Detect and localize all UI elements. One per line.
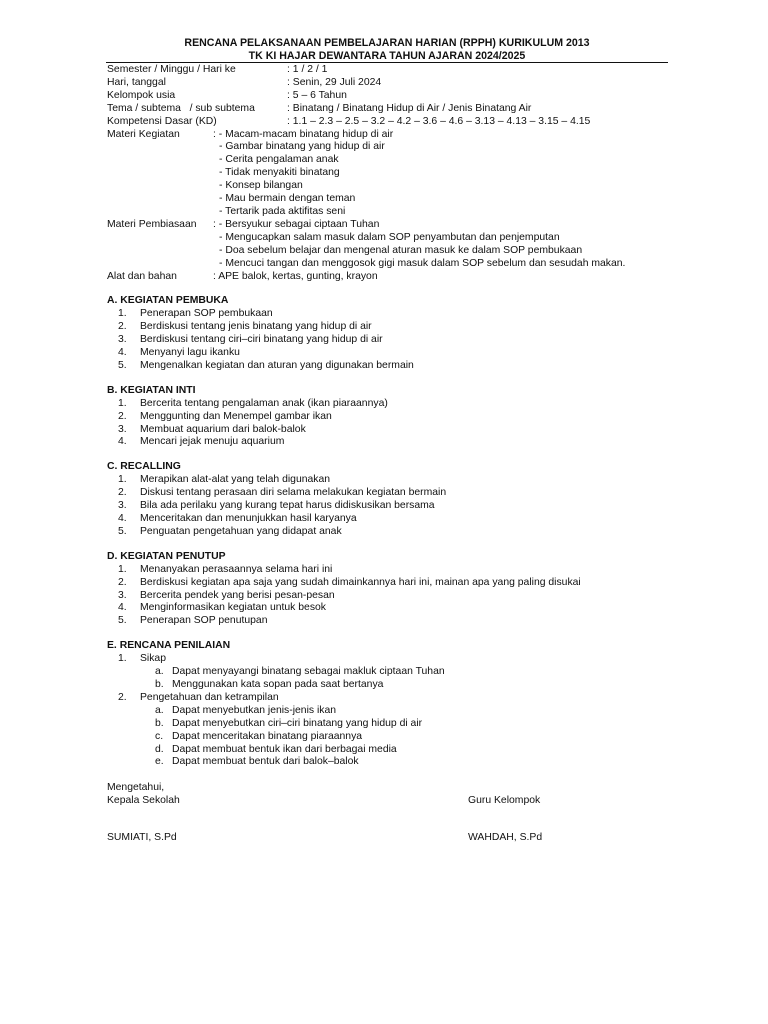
list-number: 3. xyxy=(118,334,127,346)
info-block xyxy=(107,64,677,129)
materi-kegiatan-item: - Mau bermain dengan teman xyxy=(219,193,356,205)
list-item xyxy=(118,334,677,347)
list-number: 4. xyxy=(118,347,127,359)
materi-kegiatan-item: - Cerita pengalaman anak xyxy=(219,154,339,166)
info-value: : 1 / 2 / 1 xyxy=(287,64,328,75)
list-text: Merapikan alat-alat yang telah digunakan xyxy=(140,474,331,486)
info-row-semester xyxy=(107,64,677,77)
materi-kegiatan-item: - Gambar binatang yang hidup di air xyxy=(219,141,385,153)
list-number: 1. xyxy=(118,474,127,486)
list-text: Menyanyi lagu ikanku xyxy=(140,347,240,359)
list-number: 4. xyxy=(118,602,127,614)
sub-list-text: Dapat menceritakan binatang piaraannya xyxy=(172,730,363,742)
list-number: 1. xyxy=(118,653,127,665)
section-a-list xyxy=(107,308,677,373)
list-item xyxy=(118,615,677,628)
materi-pembiasaan-item: - Doa sebelum belajar dan mengenal aturan masuk ke dalam SOP pembukaan xyxy=(219,244,583,256)
kepala-sekolah-name: SUMIATI, S.Pd xyxy=(107,832,177,843)
list-number: 3. xyxy=(118,500,127,512)
sub-list-letter: a. xyxy=(155,704,164,716)
info-value: : Binatang / Binatang Hidup di Air / Jenis Binatang Air xyxy=(287,102,532,114)
list-text: Penerapan SOP pembukaan xyxy=(140,308,273,320)
list-number: 4. xyxy=(118,436,127,448)
signature-block xyxy=(107,782,667,808)
materi-kegiatan-item: - Tertarik pada aktifitas seni xyxy=(219,205,346,217)
list-text: Penerapan SOP penutupan xyxy=(140,615,268,627)
sub-list-text: Dapat membuat bentuk ikan dari berbagai media xyxy=(172,743,397,755)
sub-list-item xyxy=(155,666,677,679)
guru-kelompok-name: WAHDAH, S.Pd xyxy=(468,832,543,843)
materi-kegiatan-item: : - Macam-macam binatang hidup di air xyxy=(213,128,394,140)
list-item xyxy=(118,347,677,360)
list-text: Menanyakan perasaannya selama hari ini xyxy=(140,563,333,575)
list-number: 2. xyxy=(118,410,127,422)
section-d-title: D. KEGIATAN PENUTUP xyxy=(107,550,226,562)
sub-list-letter: d. xyxy=(155,743,164,755)
list-item xyxy=(118,308,677,321)
materi-pembiasaan-label: Materi Pembiasaan xyxy=(107,218,197,230)
materi-pembiasaan-item: - Mengucapkan salam masuk dalam SOP penyambutan dan penjemputan xyxy=(219,231,560,243)
materi-pembiasaan-block xyxy=(107,219,677,271)
alat-bahan-row xyxy=(107,271,677,284)
sub-list-item xyxy=(155,744,677,757)
list-number: 5. xyxy=(118,615,127,627)
sub-list-letter: a. xyxy=(155,666,164,678)
list-item xyxy=(118,321,677,334)
section-e-list xyxy=(107,653,677,769)
list-item xyxy=(118,653,677,666)
info-label: Kelompok usia xyxy=(107,89,176,101)
title-line-2: TK KI HAJAR DEWANTARA TAHUN AJARAN 2024/2025 xyxy=(248,49,526,62)
list-item xyxy=(118,436,677,449)
section-a-title: A. KEGIATAN PEMBUKA xyxy=(107,295,229,307)
sub-list-letter: e. xyxy=(155,756,164,768)
list-item xyxy=(118,424,677,437)
list-text: Berdiskusi kegiatan apa saja yang sudah dimainkannya hari ini, mainan apa yang paling disukai xyxy=(140,576,581,588)
section-d-list xyxy=(107,564,677,629)
sub-list-letter: b. xyxy=(155,678,164,690)
list-text: Bercerita tentang pengalaman anak (ikan piaraannya) xyxy=(140,397,388,409)
title-line-1: RENCANA PELAKSANAAN PEMBELAJARAN HARIAN (RPPH) KURIKULUM 2013 xyxy=(184,37,590,49)
list-number: 5. xyxy=(118,359,127,371)
info-label: Semester / Minggu / Hari ke xyxy=(107,64,236,75)
list-number: 1. xyxy=(118,308,127,320)
list-number: 2. xyxy=(118,576,127,588)
sub-list-item xyxy=(155,679,677,692)
list-text: Menggunting dan Menempel gambar ikan xyxy=(140,410,332,422)
list-number: 1. xyxy=(118,397,127,409)
materi-kegiatan-label: Materi Kegiatan xyxy=(107,128,180,140)
materi-pembiasaan-item: : - Bersyukur sebagai ciptaan Tuhan xyxy=(213,218,380,230)
list-item xyxy=(118,577,677,590)
list-item xyxy=(118,500,677,513)
alat-bahan-value: : APE balok, kertas, gunting, krayon xyxy=(213,270,378,282)
sub-list-text: Menggunakan kata sopan pada saat bertanya xyxy=(172,678,384,690)
mengetahui-label: Mengetahui, xyxy=(107,782,165,793)
list-item xyxy=(118,487,677,500)
info-value: : 5 – 6 Tahun xyxy=(287,89,347,101)
info-label: Tema / subtema / sub subtema xyxy=(107,102,255,114)
sub-list-item xyxy=(155,718,677,731)
sub-list-item xyxy=(155,756,677,769)
document-body xyxy=(107,64,677,769)
list-text: Membuat aquarium dari balok-balok xyxy=(140,423,306,435)
materi-pembiasaan-row xyxy=(107,219,677,232)
list-item xyxy=(118,602,677,615)
list-number: 2. xyxy=(118,321,127,333)
list-item xyxy=(118,526,677,539)
list-text: Menginformasikan kegiatan untuk besok xyxy=(140,602,326,614)
sub-list xyxy=(118,705,677,770)
list-item xyxy=(118,692,677,705)
info-value: : Senin, 29 Juli 2024 xyxy=(287,76,382,88)
list-text: Menceritakan dan menunjukkan hasil karyanya xyxy=(140,513,357,524)
materi-kegiatan-row xyxy=(107,129,677,142)
list-text: Sikap xyxy=(140,653,166,665)
materi-kegiatan-item: - Tidak menyakiti binatang xyxy=(219,167,340,179)
section-b-list xyxy=(107,398,677,450)
list-text: Penguatan pengetahuan yang didapat anak xyxy=(140,525,342,537)
section-c-title: C. RECALLING xyxy=(107,461,181,473)
list-number: 1. xyxy=(118,563,127,575)
materi-pembiasaan-item: - Mencuci tangan dan menggosok gigi masuk dalam SOP sebelum dan sesudah makan. xyxy=(219,257,626,269)
list-number: 4. xyxy=(118,513,127,524)
info-label: Hari, tanggal xyxy=(107,76,166,88)
list-text: Bercerita pendek yang berisi pesan-pesan xyxy=(140,589,335,601)
info-row-usia xyxy=(107,90,677,103)
sub-list-letter: c. xyxy=(155,730,164,742)
section-e-title: E. RENCANA PENILAIAN xyxy=(107,640,231,652)
sub-list-item xyxy=(155,731,677,744)
sub-list xyxy=(118,666,677,692)
list-number: 5. xyxy=(118,525,127,537)
info-row-kd xyxy=(107,116,677,129)
list-item xyxy=(118,411,677,424)
list-text: Berdiskusi tentang ciri–ciri binatang yang hidup di air xyxy=(140,334,383,346)
sub-list-text: Dapat menyebutkan ciri–ciri binatang yang hidup di air xyxy=(172,717,423,729)
info-label: Kompetensi Dasar (KD) xyxy=(107,115,217,127)
sub-list-letter: b. xyxy=(155,717,164,729)
sub-list-text: Dapat menyayangi binatang sebagai makluk ciptaan Tuhan xyxy=(172,666,445,678)
list-text: Bila ada perilaku yang kurang tepat harus didiskusikan bersama xyxy=(140,500,435,512)
guru-kelompok-title: Guru Kelompok xyxy=(468,795,541,806)
sub-list-item xyxy=(155,705,677,718)
list-item xyxy=(118,564,677,577)
list-item xyxy=(118,474,677,487)
list-text: Pengetahuan dan ketrampilan xyxy=(140,691,279,703)
section-c-list xyxy=(107,474,677,539)
list-text: Berdiskusi tentang jenis binatang yang hidup di air xyxy=(140,321,372,333)
materi-kegiatan-item: - Konsep bilangan xyxy=(219,180,303,192)
info-row-tema xyxy=(107,103,677,116)
list-number: 3. xyxy=(118,589,127,601)
section-b-title: B. KEGIATAN INTI xyxy=(107,384,196,396)
document-title xyxy=(106,37,668,62)
list-text: Mencari jejak menuju aquarium xyxy=(140,436,285,448)
kepala-sekolah-title: Kepala Sekolah xyxy=(107,794,180,806)
list-item xyxy=(118,590,677,603)
materi-kegiatan-block xyxy=(107,129,677,219)
list-item xyxy=(118,398,677,411)
list-number: 2. xyxy=(118,691,127,703)
sub-list-text: Dapat menyebutkan jenis-jenis ikan xyxy=(172,704,337,716)
list-number: 3. xyxy=(118,423,127,435)
sub-list-text: Dapat membuat bentuk dari balok–balok xyxy=(172,756,359,768)
alat-bahan-label: Alat dan bahan xyxy=(107,270,177,282)
list-item xyxy=(118,360,677,373)
list-text: Diskusi tentang perasaan diri selama melakukan kegiatan bermain xyxy=(140,487,447,499)
list-item xyxy=(118,513,677,526)
info-row-tanggal xyxy=(107,77,677,90)
list-text: Mengenalkan kegiatan dan aturan yang digunakan bermain xyxy=(140,359,414,371)
list-number: 2. xyxy=(118,487,127,499)
title-divider xyxy=(106,62,668,63)
info-value: : 1.1 – 2.3 – 2.5 – 3.2 – 4.2 – 3.6 – 4.6 – 3.13 – 4.13 – 3.15 – 4.15 xyxy=(287,115,591,127)
